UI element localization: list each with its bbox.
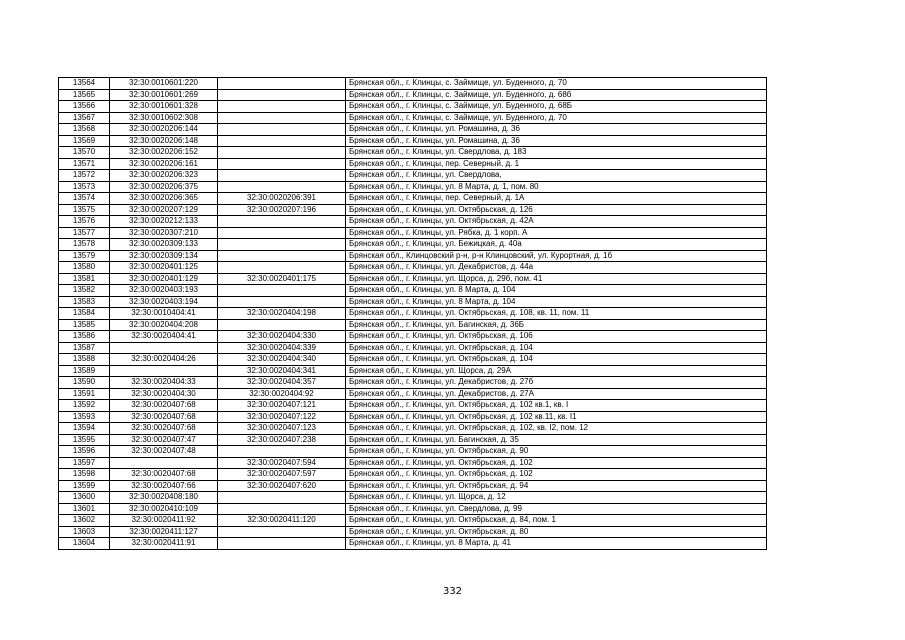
address-cell: Брянская обл., г. Клинцы, ул. Щорса, д. 29б, пом. 41 bbox=[346, 273, 767, 285]
related-cadastral-number-cell: 32:30:0020404:330 bbox=[218, 331, 346, 343]
register-table-body bbox=[59, 78, 767, 550]
related-cadastral-number-cell: 32:30:0020407:121 bbox=[218, 400, 346, 412]
related-cadastral-number-cell: 32:30:0020207:196 bbox=[218, 204, 346, 216]
address-cell: Брянская обл., г. Клинцы, ул. Октябрьская, д. 80 bbox=[346, 526, 767, 538]
row-number-cell: 13590 bbox=[59, 377, 110, 389]
address-cell: Брянская обл., г. Клинцы, ул. Бежицкая, д. 40а bbox=[346, 239, 767, 251]
row-number-cell: 13598 bbox=[59, 469, 110, 481]
related-cadastral-number-cell: 32:30:0020407:238 bbox=[218, 434, 346, 446]
table-row bbox=[59, 331, 767, 343]
table-row bbox=[59, 365, 767, 377]
cadastral-number-cell: 32:30:0020410:109 bbox=[110, 503, 218, 515]
cadastral-number-cell: 32:30:0020401:125 bbox=[110, 262, 218, 274]
table-row bbox=[59, 411, 767, 423]
row-number-cell: 13576 bbox=[59, 216, 110, 228]
cadastral-number-cell: 32:30:0020411:127 bbox=[110, 526, 218, 538]
related-cadastral-number-cell bbox=[218, 262, 346, 274]
row-number-cell: 13585 bbox=[59, 319, 110, 331]
address-cell: Брянская обл., г. Клинцы, ул. Декабристов, д. 27б bbox=[346, 377, 767, 389]
cadastral-number-cell: 32:30:0020404:26 bbox=[110, 354, 218, 366]
table-row bbox=[59, 308, 767, 320]
table-row bbox=[59, 296, 767, 308]
related-cadastral-number-cell bbox=[218, 135, 346, 147]
related-cadastral-number-cell: 32:30:0020407:597 bbox=[218, 469, 346, 481]
related-cadastral-number-cell: 32:30:0020404:340 bbox=[218, 354, 346, 366]
address-cell: Брянская обл., г. Клинцы, ул. Свердлова, д. 99 bbox=[346, 503, 767, 515]
cadastral-number-cell: 32:30:0020404:208 bbox=[110, 319, 218, 331]
row-number-cell: 13572 bbox=[59, 170, 110, 182]
address-cell: Брянская обл., г. Клинцы, ул. Октябрьская, д. 102 кв.1, кв. I bbox=[346, 400, 767, 412]
related-cadastral-number-cell: 32:30:0020411:120 bbox=[218, 515, 346, 527]
related-cadastral-number-cell: 32:30:0020404:198 bbox=[218, 308, 346, 320]
row-number-cell: 13583 bbox=[59, 296, 110, 308]
table-row bbox=[59, 112, 767, 124]
address-cell: Брянская обл., г. Клинцы, ул. 8 Марта, д. 1, пом. 80 bbox=[346, 181, 767, 193]
table-row bbox=[59, 285, 767, 297]
cadastral-number-cell: 32:30:0020408:180 bbox=[110, 492, 218, 504]
row-number-cell: 13574 bbox=[59, 193, 110, 205]
row-number-cell: 13565 bbox=[59, 89, 110, 101]
table-row bbox=[59, 204, 767, 216]
cadastral-number-cell: 32:30:0020404:30 bbox=[110, 388, 218, 400]
address-cell: Брянская обл., г. Клинцы, ул. Октябрьская, д. 104 bbox=[346, 354, 767, 366]
row-number-cell: 13591 bbox=[59, 388, 110, 400]
related-cadastral-number-cell: 32:30:0020404:339 bbox=[218, 342, 346, 354]
address-cell: Брянская обл., г. Клинцы, ул. 8 Марта, д. 41 bbox=[346, 538, 767, 550]
address-cell: Брянская обл., г. Клинцы, ул. Октябрьская, д. 102 bbox=[346, 469, 767, 481]
address-cell: Брянская обл., г. Клинцы, с. Займище, ул. Буденного, д. 68Б bbox=[346, 101, 767, 113]
row-number-cell: 13597 bbox=[59, 457, 110, 469]
cadastral-number-cell: 32:30:0010602:308 bbox=[110, 112, 218, 124]
address-cell: Брянская обл., г. Клинцы, ул. Октябрьская, д. 102 bbox=[346, 457, 767, 469]
cadastral-number-cell: 32:30:0020309:134 bbox=[110, 250, 218, 262]
table-row bbox=[59, 78, 767, 90]
row-number-cell: 13571 bbox=[59, 158, 110, 170]
cadastral-number-cell: 32:30:0020207:129 bbox=[110, 204, 218, 216]
related-cadastral-number-cell bbox=[218, 78, 346, 90]
row-number-cell: 13568 bbox=[59, 124, 110, 136]
related-cadastral-number-cell bbox=[218, 250, 346, 262]
table-row bbox=[59, 538, 767, 550]
table-row bbox=[59, 319, 767, 331]
table-row bbox=[59, 124, 767, 136]
cadastral-number-cell: 32:30:0010601:269 bbox=[110, 89, 218, 101]
address-cell: Брянская обл., г. Клинцы, с. Займище, ул. Буденного, д. 70 bbox=[346, 78, 767, 90]
related-cadastral-number-cell: 32:30:0020407:620 bbox=[218, 480, 346, 492]
related-cadastral-number-cell bbox=[218, 124, 346, 136]
address-cell: Брянская обл., г. Клинцы, ул. Рябка, д. 1 корп. А bbox=[346, 227, 767, 239]
table-row bbox=[59, 227, 767, 239]
related-cadastral-number-cell bbox=[218, 227, 346, 239]
cadastral-number-cell: 32:30:0020307:210 bbox=[110, 227, 218, 239]
row-number-cell: 13569 bbox=[59, 135, 110, 147]
related-cadastral-number-cell bbox=[218, 216, 346, 228]
table-row bbox=[59, 250, 767, 262]
address-cell: Брянская обл., г. Клинцы, ул. 8 Марта, д. 104 bbox=[346, 296, 767, 308]
related-cadastral-number-cell bbox=[218, 296, 346, 308]
table-row bbox=[59, 434, 767, 446]
address-cell: Брянская обл., г. Клинцы, ул. Щорса, д. 29А bbox=[346, 365, 767, 377]
table-row bbox=[59, 262, 767, 274]
address-cell: Брянская обл., г. Клинцы, ул. Октябрьская, д. 84, пом. 1 bbox=[346, 515, 767, 527]
cadastral-number-cell: 32:30:0020411:91 bbox=[110, 538, 218, 550]
cadastral-number-cell: 32:30:0020404:41 bbox=[110, 331, 218, 343]
row-number-cell: 13595 bbox=[59, 434, 110, 446]
table-row bbox=[59, 181, 767, 193]
table-row bbox=[59, 101, 767, 113]
related-cadastral-number-cell bbox=[218, 319, 346, 331]
cadastral-number-cell: 32:30:0020309:133 bbox=[110, 239, 218, 251]
table-row bbox=[59, 147, 767, 159]
related-cadastral-number-cell bbox=[218, 147, 346, 159]
cadastral-number-cell: 32:30:0020407:48 bbox=[110, 446, 218, 458]
row-number-cell: 13570 bbox=[59, 147, 110, 159]
row-number-cell: 13602 bbox=[59, 515, 110, 527]
related-cadastral-number-cell bbox=[218, 239, 346, 251]
related-cadastral-number-cell bbox=[218, 181, 346, 193]
address-cell: Брянская обл., г. Клинцы, пер. Северный, д. 1 bbox=[346, 158, 767, 170]
table-row bbox=[59, 400, 767, 412]
cadastral-number-cell bbox=[110, 457, 218, 469]
cadastral-number-cell: 32:30:0020407:47 bbox=[110, 434, 218, 446]
row-number-cell: 13584 bbox=[59, 308, 110, 320]
table-row bbox=[59, 89, 767, 101]
table-row bbox=[59, 377, 767, 389]
row-number-cell: 13603 bbox=[59, 526, 110, 538]
row-number-cell: 13581 bbox=[59, 273, 110, 285]
table-row bbox=[59, 342, 767, 354]
row-number-cell: 13593 bbox=[59, 411, 110, 423]
cadastral-number-cell: 32:30:0020407:68 bbox=[110, 411, 218, 423]
cadastral-number-cell: 32:30:0020206:161 bbox=[110, 158, 218, 170]
related-cadastral-number-cell: 32:30:0020407:122 bbox=[218, 411, 346, 423]
address-cell: Брянская обл., г. Клинцы, ул. Октябрьская, д. 102 кв.11, кв. I1 bbox=[346, 411, 767, 423]
table-row bbox=[59, 273, 767, 285]
register-table bbox=[58, 77, 767, 550]
cadastral-number-cell: 32:30:0020212:133 bbox=[110, 216, 218, 228]
address-cell: Брянская обл., г. Клинцы, ул. Багинская, д. 36Б bbox=[346, 319, 767, 331]
address-cell: Брянская обл., г. Клинцы, ул. Октябрьская, д. 126 bbox=[346, 204, 767, 216]
row-number-cell: 13573 bbox=[59, 181, 110, 193]
related-cadastral-number-cell: 32:30:0020206:391 bbox=[218, 193, 346, 205]
table-row bbox=[59, 354, 767, 366]
row-number-cell: 13564 bbox=[59, 78, 110, 90]
row-number-cell: 13577 bbox=[59, 227, 110, 239]
row-number-cell: 13600 bbox=[59, 492, 110, 504]
row-number-cell: 13604 bbox=[59, 538, 110, 550]
address-cell: Брянская обл., г. Клинцы, ул. Свердлова, д. 183 bbox=[346, 147, 767, 159]
cadastral-number-cell: 32:30:0020206:323 bbox=[110, 170, 218, 182]
row-number-cell: 13587 bbox=[59, 342, 110, 354]
related-cadastral-number-cell bbox=[218, 101, 346, 113]
table-row bbox=[59, 158, 767, 170]
table-row bbox=[59, 193, 767, 205]
address-cell: Брянская обл., г. Клинцы, пер. Северный, д. 1А bbox=[346, 193, 767, 205]
cadastral-number-cell: 32:30:0010601:328 bbox=[110, 101, 218, 113]
related-cadastral-number-cell: 32:30:0020404:357 bbox=[218, 377, 346, 389]
table-row bbox=[59, 170, 767, 182]
row-number-cell: 13586 bbox=[59, 331, 110, 343]
row-number-cell: 13589 bbox=[59, 365, 110, 377]
row-number-cell: 13594 bbox=[59, 423, 110, 435]
related-cadastral-number-cell: 32:30:0020404:341 bbox=[218, 365, 346, 377]
address-cell: Брянская обл., г. Клинцы, ул. Свердлова, bbox=[346, 170, 767, 182]
address-cell: Брянская обл., г. Клинцы, ул. Декабристов, д. 27А bbox=[346, 388, 767, 400]
address-cell: Брянская обл., г. Клинцы, ул. Октябрьская, д. 104 bbox=[346, 342, 767, 354]
address-cell: Брянская обл., г. Клинцы, ул. Октябрьская, д. 94 bbox=[346, 480, 767, 492]
related-cadastral-number-cell bbox=[218, 112, 346, 124]
row-number-cell: 13566 bbox=[59, 101, 110, 113]
related-cadastral-number-cell: 32:30:0020401:175 bbox=[218, 273, 346, 285]
row-number-cell: 13567 bbox=[59, 112, 110, 124]
related-cadastral-number-cell bbox=[218, 158, 346, 170]
cadastral-number-cell: 32:30:0020401:129 bbox=[110, 273, 218, 285]
related-cadastral-number-cell: 32:30:0020407:594 bbox=[218, 457, 346, 469]
address-cell: Брянская обл., г. Клинцы, ул. Октябрьская, д. 90 bbox=[346, 446, 767, 458]
related-cadastral-number-cell bbox=[218, 446, 346, 458]
row-number-cell: 13601 bbox=[59, 503, 110, 515]
table-row bbox=[59, 469, 767, 481]
table-row bbox=[59, 457, 767, 469]
cadastral-number-cell: 32:30:0010404:41 bbox=[110, 308, 218, 320]
row-number-cell: 13592 bbox=[59, 400, 110, 412]
cadastral-number-cell: 32:30:0020407:68 bbox=[110, 469, 218, 481]
cadastral-number-cell bbox=[110, 342, 218, 354]
table-row bbox=[59, 526, 767, 538]
table-row bbox=[59, 492, 767, 504]
cadastral-number-cell: 32:30:0020404:33 bbox=[110, 377, 218, 389]
table-row bbox=[59, 216, 767, 228]
cadastral-number-cell: 32:30:0020206:375 bbox=[110, 181, 218, 193]
cadastral-number-cell: 32:30:0020403:193 bbox=[110, 285, 218, 297]
row-number-cell: 13588 bbox=[59, 354, 110, 366]
related-cadastral-number-cell bbox=[218, 170, 346, 182]
row-number-cell: 13596 bbox=[59, 446, 110, 458]
address-cell: Брянская обл., г. Клинцы, ул. Щорса, д. 12 bbox=[346, 492, 767, 504]
address-cell: Брянская обл., Клинцовский р-н, р-н Клинцовский, ул. Курортная, д. 1б bbox=[346, 250, 767, 262]
row-number-cell: 13578 bbox=[59, 239, 110, 251]
cadastral-number-cell bbox=[110, 365, 218, 377]
related-cadastral-number-cell bbox=[218, 503, 346, 515]
row-number-cell: 13599 bbox=[59, 480, 110, 492]
address-cell: Брянская обл., г. Клинцы, ул. Октябрьская, д. 106 bbox=[346, 331, 767, 343]
table-row bbox=[59, 239, 767, 251]
cadastral-number-cell: 32:30:0020411:92 bbox=[110, 515, 218, 527]
row-number-cell: 13580 bbox=[59, 262, 110, 274]
cadastral-number-cell: 32:30:0010601:220 bbox=[110, 78, 218, 90]
table-row bbox=[59, 388, 767, 400]
address-cell: Брянская обл., г. Клинцы, ул. Октябрьская, д. 108, кв. 11, пом. 11 bbox=[346, 308, 767, 320]
address-cell: Брянская обл., г. Клинцы, ул. Багинская, д. 35 bbox=[346, 434, 767, 446]
related-cadastral-number-cell bbox=[218, 526, 346, 538]
table-row bbox=[59, 446, 767, 458]
address-cell: Брянская обл., г. Клинцы, ул. Октябрьская, д. 42А bbox=[346, 216, 767, 228]
related-cadastral-number-cell bbox=[218, 492, 346, 504]
cadastral-number-cell: 32:30:0020206:365 bbox=[110, 193, 218, 205]
address-cell: Брянская обл., г. Клинцы, с. Займище, ул. Буденного, д. 70 bbox=[346, 112, 767, 124]
address-cell: Брянская обл., г. Клинцы, ул. Ромашина, д. 36 bbox=[346, 124, 767, 136]
cadastral-number-cell: 32:30:0020407:66 bbox=[110, 480, 218, 492]
address-cell: Брянская обл., г. Клинцы, ул. Октябрьская, д. 102, кв. I2, пом. 12 bbox=[346, 423, 767, 435]
address-cell: Брянская обл., г. Клинцы, ул. Ромашина, д. 36 bbox=[346, 135, 767, 147]
table-row bbox=[59, 135, 767, 147]
related-cadastral-number-cell: 32:30:0020407:123 bbox=[218, 423, 346, 435]
table-row bbox=[59, 423, 767, 435]
related-cadastral-number-cell bbox=[218, 89, 346, 101]
table-row bbox=[59, 515, 767, 527]
cadastral-number-cell: 32:30:0020403:194 bbox=[110, 296, 218, 308]
address-cell: Брянская обл., г. Клинцы, ул. Декабристов, д. 44а bbox=[346, 262, 767, 274]
address-cell: Брянская обл., г. Клинцы, ул. 8 Марта, д. 104 bbox=[346, 285, 767, 297]
page-number: 332 bbox=[442, 586, 463, 597]
row-number-cell: 13579 bbox=[59, 250, 110, 262]
related-cadastral-number-cell: 32:30:0020404:92 bbox=[218, 388, 346, 400]
address-cell: Брянская обл., г. Клинцы, с. Займище, ул. Буденного, д. 68б bbox=[346, 89, 767, 101]
cadastral-number-cell: 32:30:0020407:68 bbox=[110, 400, 218, 412]
table-row bbox=[59, 503, 767, 515]
table-row bbox=[59, 480, 767, 492]
related-cadastral-number-cell bbox=[218, 285, 346, 297]
row-number-cell: 13575 bbox=[59, 204, 110, 216]
cadastral-number-cell: 32:30:0020407:68 bbox=[110, 423, 218, 435]
cadastral-number-cell: 32:30:0020206:152 bbox=[110, 147, 218, 159]
cadastral-number-cell: 32:30:0020206:144 bbox=[110, 124, 218, 136]
row-number-cell: 13582 bbox=[59, 285, 110, 297]
related-cadastral-number-cell bbox=[218, 538, 346, 550]
cadastral-number-cell: 32:30:0020206:148 bbox=[110, 135, 218, 147]
